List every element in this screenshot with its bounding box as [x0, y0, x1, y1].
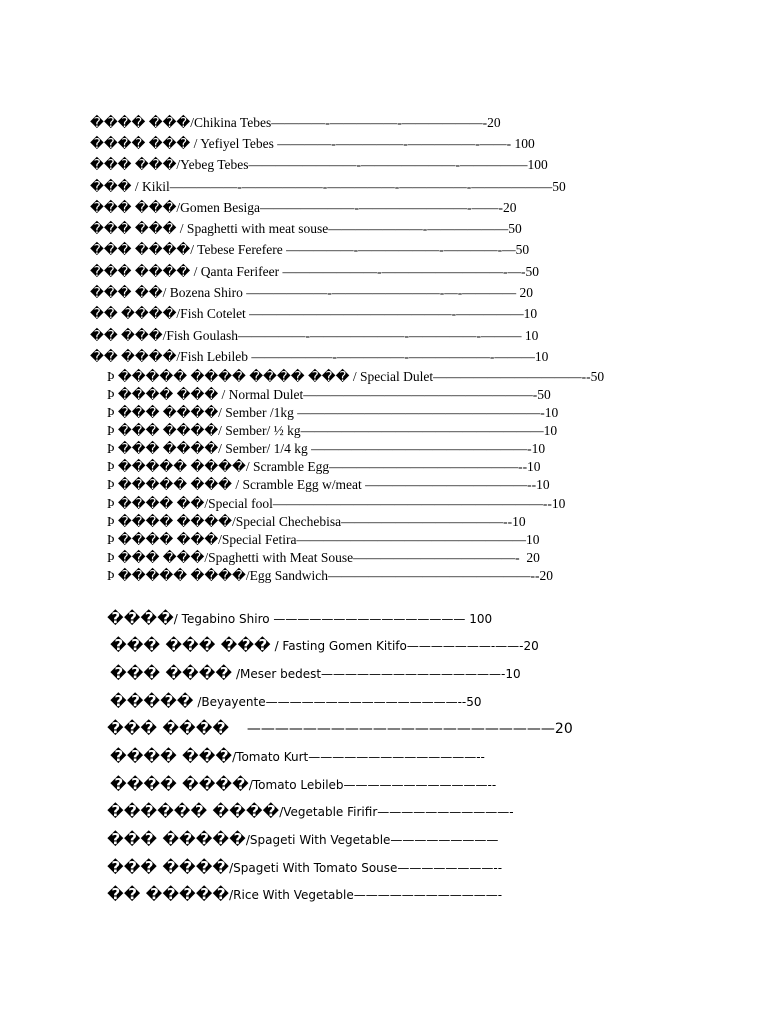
- menu-item: [107, 721, 573, 736]
- amharic-name: ��� ����: [107, 858, 230, 876]
- menu-item: Þ ����� ����/ Scramble Egg——————————————--10: [107, 459, 541, 474]
- amharic-name: �� �����: [107, 885, 230, 903]
- english-name: /Rice With Vegetable————————————-: [229, 888, 503, 902]
- menu-item: Þ ���� ����/Special Chechebisa————————————--10: [107, 514, 526, 529]
- menu-item: ��� ���� / Qanta Ferifeer ———————-—————————-—-50: [90, 264, 539, 279]
- menu-item: �� ����/Fish Cotelet ———————————————-—————10: [90, 306, 538, 321]
- menu-item: Þ ��� ����/ Sember/ ½ kg——————————————————10: [107, 423, 558, 438]
- menu-item: ��� ���/Yebeg Tebes————————-———————-—————100: [90, 157, 548, 172]
- menu-item: �� ���/Fish Goulash—————-———————-—————-——— 10: [90, 328, 539, 343]
- menu-item: [110, 666, 521, 681]
- menu-item: Þ ��� ����/ Sember/ 1/4 kg ————————————————-10: [107, 441, 546, 456]
- menu-item: [107, 832, 498, 847]
- english-name: /Vegetable Firifir———————————-: [279, 805, 514, 819]
- menu-item: Þ ���� ���/Special Fetira—————————————————10: [107, 532, 540, 547]
- amharic-name: ��� ����: [107, 719, 230, 737]
- amharic-name: ��� ����: [110, 664, 233, 682]
- menu-item: [107, 611, 492, 626]
- menu-item: ���� ��� / Yefiyel Tebes ————-—————-—————-——- 100: [90, 136, 535, 151]
- menu-item: [110, 777, 496, 792]
- menu-item: Þ ��� ����/ Sember /1kg ——————————————————-10: [107, 405, 559, 420]
- english-name: /Tomato Kurt——————————————--: [232, 750, 485, 764]
- menu-item: ���� ���/Chikina Tebes————-—————-——————-20: [90, 115, 501, 130]
- menu-item: [107, 804, 514, 819]
- amharic-name: ������ ����: [107, 802, 280, 820]
- amharic-name: ����: [107, 609, 174, 627]
- english-name: /Spageti With Vegetable—————————: [245, 833, 499, 847]
- menu-item: [110, 638, 539, 653]
- amharic-name: �����: [110, 692, 194, 710]
- menu-item: Þ ����� ��� / Scramble Egg w/meat ————————————--10: [107, 477, 550, 492]
- english-name: /Spageti With Tomato Souse————————--: [229, 861, 503, 875]
- menu-item: Þ ��� ���/Spaghetti with Meat Souse————————————- 20: [107, 550, 540, 565]
- menu-item: ��� ����/ Tebese Ferefere —————-——————-————-—50: [90, 242, 530, 257]
- amharic-name: ���� ���: [110, 747, 233, 765]
- menu-item: [110, 749, 485, 764]
- menu-item: �� ����/Fish Lebileb ——————-—————-——————-———10: [90, 349, 549, 364]
- menu-item: ��� ���/Gomen Besiga———————-————————-——-20: [90, 200, 517, 215]
- menu-item: Þ ����� ����/Egg Sandwich———————————————--20: [107, 568, 553, 583]
- menu-item: [110, 694, 482, 709]
- english-name: ——————————————————————20: [229, 721, 573, 737]
- amharic-name: ��� ��� ���: [110, 636, 271, 654]
- english-name: / Tegabino Shiro ———————————————— 100: [173, 612, 493, 626]
- menu-item: Þ ����� ���� ���� ��� / Special Dulet———————————--50: [107, 369, 605, 384]
- english-name: /Tomato Lebileb————————————--: [248, 778, 497, 792]
- menu-item: ��� / Kikil—————-——————-—————-—————-——————50: [90, 179, 566, 194]
- english-name: /Meser bedest———————————————-10: [232, 667, 521, 681]
- menu-item: Þ ���� ��� / Normal Dulet—————————————————-50: [107, 387, 551, 402]
- amharic-name: ��� �����: [107, 830, 246, 848]
- amharic-name: ���� ����: [110, 775, 249, 793]
- menu-item: ��� ��/ Bozena Shiro ——————-————————-—-———— 20: [90, 285, 534, 300]
- menu-item: Þ ���� ��/Special fool————————————————————--10: [107, 496, 566, 511]
- english-name: / Fasting Gomen Kitifo———————-——-20: [270, 639, 539, 653]
- english-name: /Beyayente————————————————--50: [193, 695, 482, 709]
- menu-item: [107, 887, 502, 902]
- menu-item: [107, 860, 502, 875]
- menu-item: ��� ��� / Spaghetti with meat souse———————-——————50: [90, 221, 522, 236]
